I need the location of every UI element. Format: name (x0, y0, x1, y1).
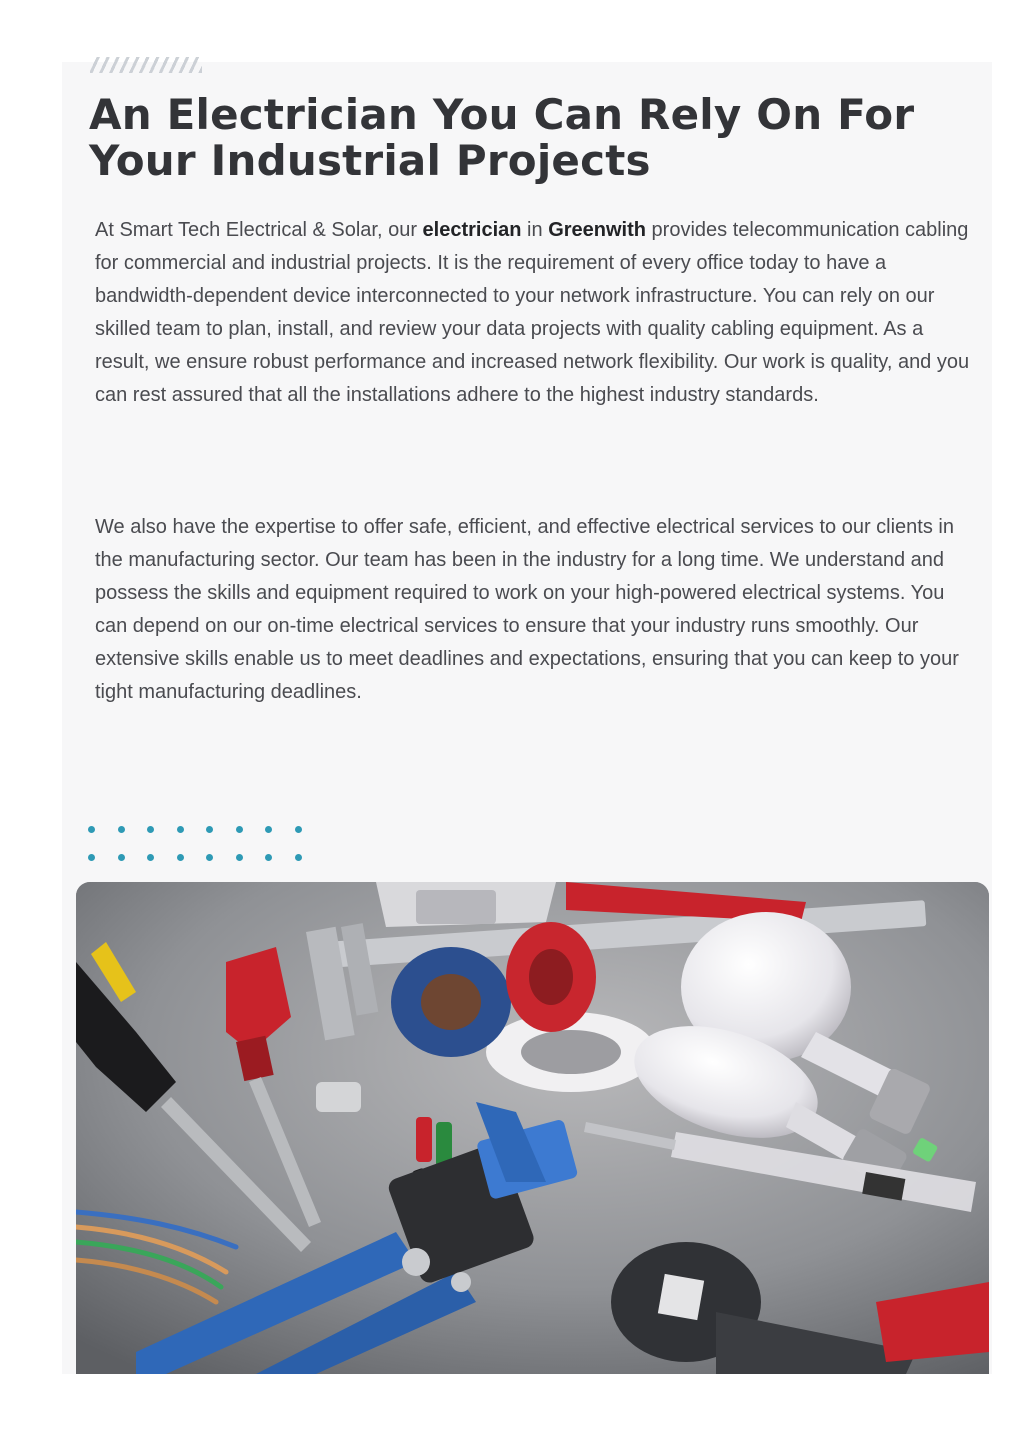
dot (236, 826, 243, 833)
dot (295, 826, 302, 833)
dot (118, 826, 125, 833)
dot (265, 854, 272, 861)
manufacturing-paragraph: We also have the expertise to offer safe, efficient, and effective electrical services to our clients in the manufacturing sector. Our team has been in the industry for a long time. We understand and possess the skills and equipment required to work on your high-powered electrical systems. You can depend on our on-time electrical services to ensure that your industry runs smoothly. Our extensive skills enable us to meet deadlines and expectations, ensuring that you can keep to your tight manufacturing deadlines. (95, 516, 959, 703)
hatch-decoration (90, 57, 202, 73)
dot (118, 854, 125, 861)
dot (177, 854, 184, 861)
tools-illustration (76, 882, 989, 1374)
intro-text-in: in (521, 219, 549, 241)
dot (295, 854, 302, 861)
intro-paragraph (95, 214, 975, 412)
corner-decoration (980, 1356, 992, 1368)
dot (206, 854, 213, 861)
dot (177, 826, 184, 833)
dot (236, 854, 243, 861)
intro-text-rest: provides telecommunication cabling for commercial and industrial projects. It is the requirement of every office today to have a bandwidth-dependent device interconnected to your network infrastructure. You can rely on our skilled team to plan, install, and review your data projects with quality cabling equipment. As a result, we ensure robust performance and increased network flexibility. Our work is quality, and you can rest assured that all the installations adhere to the highest industry standards. (95, 219, 970, 406)
dot (147, 826, 154, 833)
dot (88, 854, 95, 861)
dot-grid-decoration (88, 826, 308, 868)
section-title: An Electrician You Can Rely On For Your Industrial Projects (89, 90, 915, 185)
intro-text-start: At Smart Tech Electrical & Solar, our (95, 219, 423, 241)
keyword-electrician: electrician (422, 219, 522, 241)
electrician-tools-photo (76, 882, 989, 1374)
dot (147, 854, 154, 861)
dot (88, 826, 95, 833)
keyword-location: Greenwith (548, 219, 646, 241)
dot (265, 826, 272, 833)
dot (206, 826, 213, 833)
